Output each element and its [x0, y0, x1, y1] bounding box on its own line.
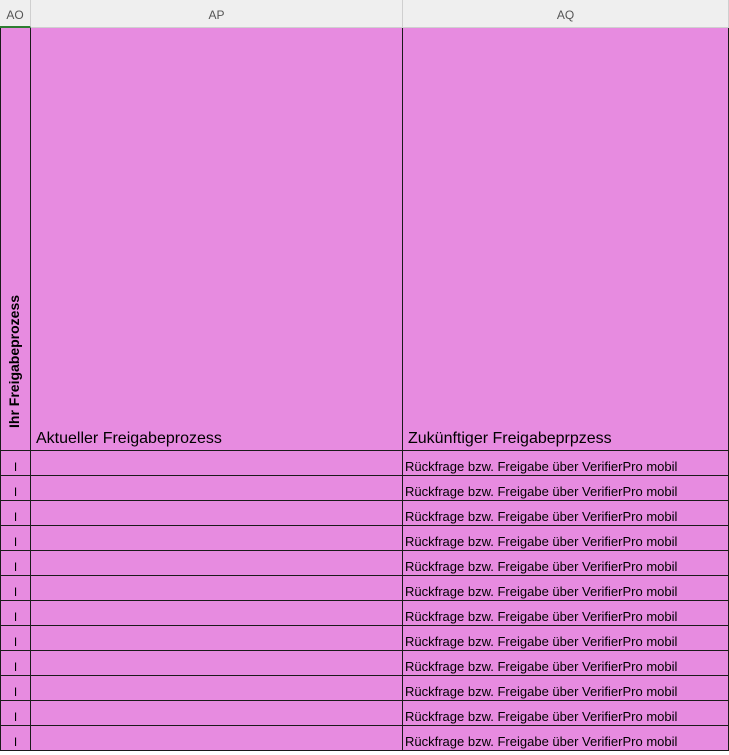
- cell-ao-value: I: [13, 510, 18, 524]
- cell-aq-value: Rückfrage bzw. Freigabe über VerifierPro mobil: [405, 734, 678, 749]
- table-row: [0, 501, 729, 526]
- column-header-ap[interactable]: AP: [31, 0, 403, 28]
- cell-ap[interactable]: [31, 576, 403, 601]
- table-row: [0, 726, 729, 751]
- header-label-ihr-freigabeprozess: Ihr Freigabeprozess: [6, 294, 22, 428]
- cell-aq-value: Rückfrage bzw. Freigabe über VerifierPro mobil: [405, 509, 678, 524]
- cell-ao-value: I: [13, 635, 18, 649]
- table-row: [0, 451, 729, 476]
- cell-aq-value: Rückfrage bzw. Freigabe über VerifierPro mobil: [405, 559, 678, 574]
- cell-aq-value: Rückfrage bzw. Freigabe über VerifierPro mobil: [405, 709, 678, 724]
- table-row: [0, 701, 729, 726]
- cell-ao-value: I: [13, 610, 18, 624]
- cell-ap[interactable]: [31, 601, 403, 626]
- cell-aq-value: Rückfrage bzw. Freigabe über VerifierPro mobil: [405, 534, 678, 549]
- cell-ao-value: I: [13, 535, 18, 549]
- cell-aq[interactable]: [403, 526, 729, 551]
- cell-ap[interactable]: [31, 701, 403, 726]
- table-row: [0, 551, 729, 576]
- table-row: [0, 576, 729, 601]
- cell-ao-value: I: [13, 460, 18, 474]
- cell-ao[interactable]: [0, 701, 31, 726]
- table-row: [0, 651, 729, 676]
- cell-aq[interactable]: [403, 701, 729, 726]
- cell-ap[interactable]: [31, 476, 403, 501]
- cell-ao[interactable]: [0, 501, 31, 526]
- cell-ao[interactable]: [0, 576, 31, 601]
- cell-aq-value: Rückfrage bzw. Freigabe über VerifierPro mobil: [405, 659, 678, 674]
- cell-ap[interactable]: [31, 526, 403, 551]
- vertical-label-wrapper: [0, 244, 29, 444]
- cell-ao[interactable]: [0, 551, 31, 576]
- cell-ao[interactable]: [0, 526, 31, 551]
- cell-ao-value: I: [13, 710, 18, 724]
- header-cell-aq[interactable]: [403, 28, 729, 451]
- cell-aq[interactable]: [403, 451, 729, 476]
- column-header-aq[interactable]: AQ: [403, 0, 729, 28]
- column-header-ao[interactable]: AO: [0, 0, 31, 28]
- cell-aq[interactable]: [403, 576, 729, 601]
- header-label-aktueller: Aktueller Freigabeprozess: [36, 430, 222, 447]
- cell-aq-value: Rückfrage bzw. Freigabe über VerifierPro mobil: [405, 684, 678, 699]
- cell-aq[interactable]: [403, 651, 729, 676]
- cell-aq[interactable]: [403, 551, 729, 576]
- cell-ao[interactable]: [0, 451, 31, 476]
- cell-aq[interactable]: [403, 626, 729, 651]
- table-row: [0, 601, 729, 626]
- cell-aq[interactable]: [403, 501, 729, 526]
- cell-ao[interactable]: [0, 601, 31, 626]
- cell-ao-value: I: [13, 485, 18, 499]
- cell-ao-value: I: [13, 585, 18, 599]
- cell-ap[interactable]: [31, 726, 403, 751]
- cell-ao[interactable]: [0, 676, 31, 701]
- cell-ao[interactable]: [0, 726, 31, 751]
- cell-aq[interactable]: [403, 676, 729, 701]
- header-label-zukuenftiger: Zukünftiger Freigabeprpzess: [408, 430, 612, 447]
- table-row: [0, 676, 729, 701]
- cell-aq-value: Rückfrage bzw. Freigabe über VerifierPro mobil: [405, 609, 678, 624]
- cell-aq-value: Rückfrage bzw. Freigabe über VerifierPro mobil: [405, 634, 678, 649]
- cell-ap[interactable]: [31, 626, 403, 651]
- cell-aq-value: Rückfrage bzw. Freigabe über VerifierPro mobil: [405, 484, 678, 499]
- cell-ao[interactable]: [0, 651, 31, 676]
- cell-ao-value: I: [13, 560, 18, 574]
- header-cell-ap[interactable]: [31, 28, 403, 451]
- header-cell-ao[interactable]: [0, 28, 31, 451]
- table-row: [0, 526, 729, 551]
- cell-aq-value: Rückfrage bzw. Freigabe über VerifierPro mobil: [405, 584, 678, 599]
- cell-aq[interactable]: [403, 601, 729, 626]
- table-row: [0, 476, 729, 501]
- cell-ao-value: I: [13, 685, 18, 699]
- cell-ap[interactable]: [31, 676, 403, 701]
- cell-ao[interactable]: [0, 476, 31, 501]
- cell-ap[interactable]: [31, 501, 403, 526]
- cell-aq[interactable]: [403, 476, 729, 501]
- table-row: [0, 626, 729, 651]
- cell-ao[interactable]: [0, 626, 31, 651]
- cell-ap[interactable]: [31, 551, 403, 576]
- cell-ap[interactable]: [31, 651, 403, 676]
- cell-aq[interactable]: [403, 726, 729, 751]
- cell-ao-value: I: [13, 660, 18, 674]
- cell-aq-value: Rückfrage bzw. Freigabe über VerifierPro mobil: [405, 459, 678, 474]
- cell-ao-value: I: [13, 735, 18, 749]
- cell-ap[interactable]: [31, 451, 403, 476]
